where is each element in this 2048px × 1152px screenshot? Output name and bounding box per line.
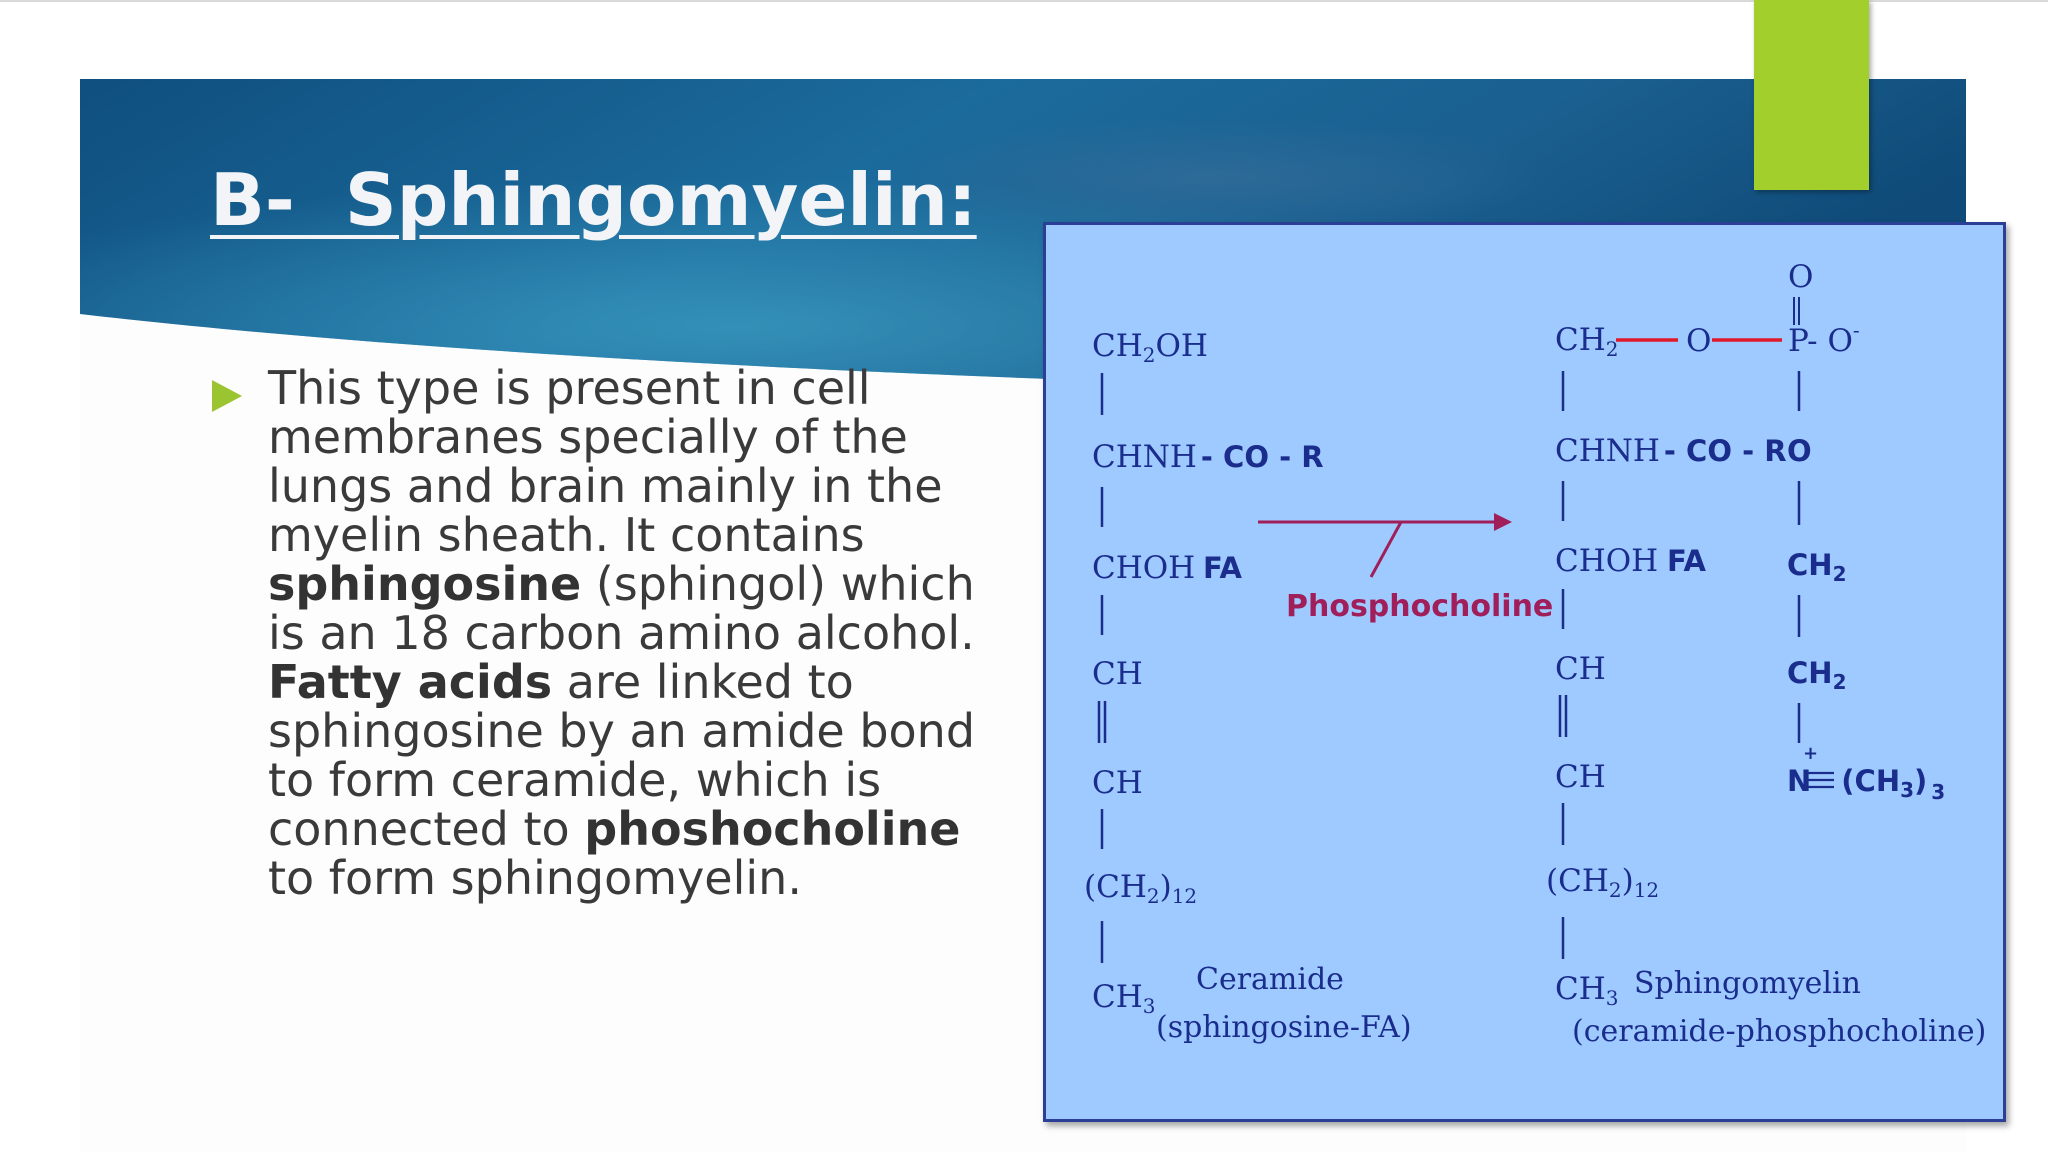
headgroup-trimethylammonium: N (CH3) 3 (1787, 764, 1946, 804)
sphingomyelin-o-link: O (1686, 323, 1712, 359)
reaction-arrow-branch (1371, 522, 1401, 577)
bullet-bold-sphingosine: sphingosine (268, 557, 582, 611)
sphingomyelin-c3: CHOH (1555, 543, 1659, 579)
sphingomyelin-c1: CH2 (1555, 322, 1619, 361)
ceramide-c4: CH (1092, 656, 1143, 692)
ceramide-c5: CH (1092, 765, 1143, 801)
slide-title: B- Sphingomyelin: (210, 158, 977, 242)
sphingomyelin-caption-subtitle: (ceramide-phosphocholine) (1572, 1014, 1987, 1049)
ceramide-chain: (CH2)12 (1084, 869, 1198, 908)
sphingomyelin-c-end: CH3 (1555, 971, 1619, 1010)
bullet-bold-fatty-acids: Fatty acids (268, 655, 553, 709)
ceramide-fa-label: FA (1203, 551, 1242, 585)
bullet-paragraph (268, 361, 988, 905)
sphingomyelin-chain: (CH2)12 (1546, 863, 1660, 902)
bullet-bold-phoshocholine: phoshocholine (584, 802, 961, 856)
ammonium-charge: + (1803, 743, 1819, 764)
sphingomyelin-c5: CH (1555, 759, 1606, 795)
phosphate-top-o: O (1788, 259, 1814, 295)
headgroup-ch2-b: $CH_2$ (1787, 656, 1847, 694)
headgroup-o: O (1787, 434, 1812, 468)
bullet-text-3: are linked to sphingosine by an amide bond to form ceramide, which is connected to (268, 655, 976, 856)
structure-diagram (1043, 222, 2006, 1122)
bullet-text-2: (sphingol) which is an 18 carbon amino alcohol. (268, 557, 975, 660)
bullet-text-4: to form sphingomyelin. (268, 851, 802, 905)
sphingomyelin-c4: CH (1555, 651, 1606, 687)
accent-tab (1754, 0, 1869, 190)
ceramide-caption-title: Ceramide (1196, 962, 1344, 997)
ceramide-c3: CHOH (1092, 550, 1196, 586)
sphingomyelin-caption-title: Sphingomyelin (1634, 966, 1861, 1001)
reaction-arrow-head-icon (1494, 513, 1512, 531)
bullet-text-1: This type is present in cell membranes specially of the lungs and brain mainly in the myelin sheath. It contains (268, 361, 943, 562)
ceramide-c-end: CH3 (1092, 979, 1156, 1018)
sphingomyelin-fa-label: FA (1667, 544, 1706, 578)
ceramide-caption-subtitle: (sphingosine-FA) (1156, 1010, 1412, 1045)
sphingomyelin-c2: CHNH - CO - R (1555, 433, 1787, 469)
headgroup-ch2-a: $CH_2$ (1787, 548, 1847, 586)
phosphate-p: P- O- (1788, 318, 1860, 359)
ceramide-c1: CH2OH (1092, 328, 1208, 367)
phosphocholine-label: Phosphocholine (1286, 589, 1554, 624)
bullet-arrow-icon (212, 380, 242, 412)
top-divider (0, 0, 2048, 2)
ceramide-c2: CHNH - CO - R (1092, 439, 1324, 475)
